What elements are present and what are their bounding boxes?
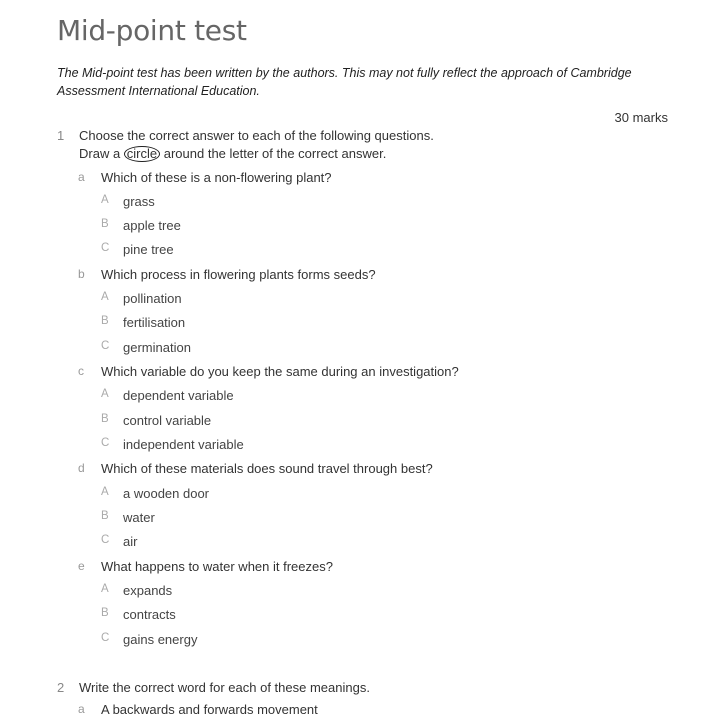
option-letter[interactable]: A	[101, 583, 109, 595]
option-text: pine tree	[123, 242, 174, 257]
line2-after: around the letter of the correct answer.	[160, 146, 387, 161]
question-2-number: 2	[57, 680, 65, 695]
option-letter[interactable]: B	[101, 413, 109, 425]
option-c-C[interactable]	[0, 437, 713, 457]
option-b-C[interactable]	[0, 340, 713, 360]
option-d-B[interactable]	[0, 510, 713, 530]
subquestion-text: Which of these is a non-flowering plant?	[101, 170, 332, 185]
option-a-A[interactable]	[0, 194, 713, 214]
option-b-B[interactable]	[0, 315, 713, 335]
subquestion-b	[0, 267, 713, 287]
option-letter[interactable]: B	[101, 315, 109, 327]
option-b-A[interactable]	[0, 291, 713, 311]
subquestion-d	[0, 461, 713, 481]
subquestion-letter: e	[78, 559, 85, 573]
option-a-C[interactable]	[0, 242, 713, 262]
option-letter[interactable]: A	[101, 486, 109, 498]
subquestion-letter: a	[78, 702, 85, 716]
option-letter[interactable]: C	[101, 632, 110, 644]
subquestion-text: A backwards and forwards movement	[101, 702, 318, 717]
subquestion-letter: b	[78, 267, 85, 281]
option-letter[interactable]: C	[101, 534, 110, 546]
option-letter[interactable]: C	[101, 340, 110, 352]
option-text: a wooden door	[123, 486, 210, 501]
option-letter[interactable]: B	[101, 218, 109, 230]
option-text: gains energy	[123, 632, 198, 647]
option-text: fertilisation	[123, 315, 186, 330]
subquestion-2a	[0, 702, 713, 722]
subquestion-letter: d	[78, 461, 85, 475]
option-d-A[interactable]	[0, 486, 713, 506]
option-letter[interactable]: A	[101, 388, 109, 400]
option-text: pollination	[123, 291, 182, 306]
option-text: apple tree	[123, 218, 181, 233]
question-1-text	[79, 127, 434, 163]
option-letter[interactable]: C	[101, 437, 110, 449]
subquestion-text: Which of these materials does sound travel through best?	[101, 461, 433, 476]
question-1-line1: Choose the correct answer to each of the following questions.	[79, 128, 434, 143]
option-c-A[interactable]	[0, 388, 713, 408]
question-1-number: 1	[57, 128, 65, 143]
option-text: germination	[123, 340, 191, 355]
option-d-C[interactable]	[0, 534, 713, 554]
option-e-C[interactable]	[0, 632, 713, 652]
intro-note: The Mid-point test has been written by the authors. This may not fully reflect the approach of Cambridge Assessment International Education.	[57, 66, 632, 98]
subquestion-text: Which process in flowering plants forms seeds?	[101, 267, 376, 282]
option-text: air	[123, 534, 138, 549]
option-a-B[interactable]	[0, 218, 713, 238]
subquestion-a	[0, 170, 713, 190]
option-e-A[interactable]	[0, 583, 713, 603]
option-letter[interactable]: A	[101, 291, 109, 303]
subquestion-c	[0, 364, 713, 384]
option-text: expands	[123, 583, 173, 598]
option-letter[interactable]: A	[101, 194, 109, 206]
subquestion-text: What happens to water when it freezes?	[101, 559, 333, 574]
page-title: Mid-point test	[57, 14, 247, 47]
option-text: contracts	[123, 607, 176, 622]
option-letter[interactable]: B	[101, 607, 109, 619]
option-e-B[interactable]	[0, 607, 713, 627]
subquestion-letter: c	[78, 364, 84, 378]
question-2-text: Write the correct word for each of these meanings.	[79, 680, 370, 695]
circled-word: circle	[124, 146, 160, 162]
option-text: water	[123, 510, 155, 525]
line2-before: Draw a	[79, 146, 124, 161]
question-1-line2	[79, 145, 434, 163]
option-text: control variable	[123, 413, 212, 428]
subquestion-letter: a	[78, 170, 85, 184]
option-letter[interactable]: B	[101, 510, 109, 522]
option-letter[interactable]: C	[101, 242, 110, 254]
option-c-B[interactable]	[0, 413, 713, 433]
subquestion-e	[0, 559, 713, 579]
option-text: dependent variable	[123, 388, 234, 403]
total-marks: 30 marks	[614, 110, 668, 125]
option-text: grass	[123, 194, 155, 209]
option-text: independent variable	[123, 437, 244, 452]
subquestion-text: Which variable do you keep the same during an investigation?	[101, 364, 459, 379]
